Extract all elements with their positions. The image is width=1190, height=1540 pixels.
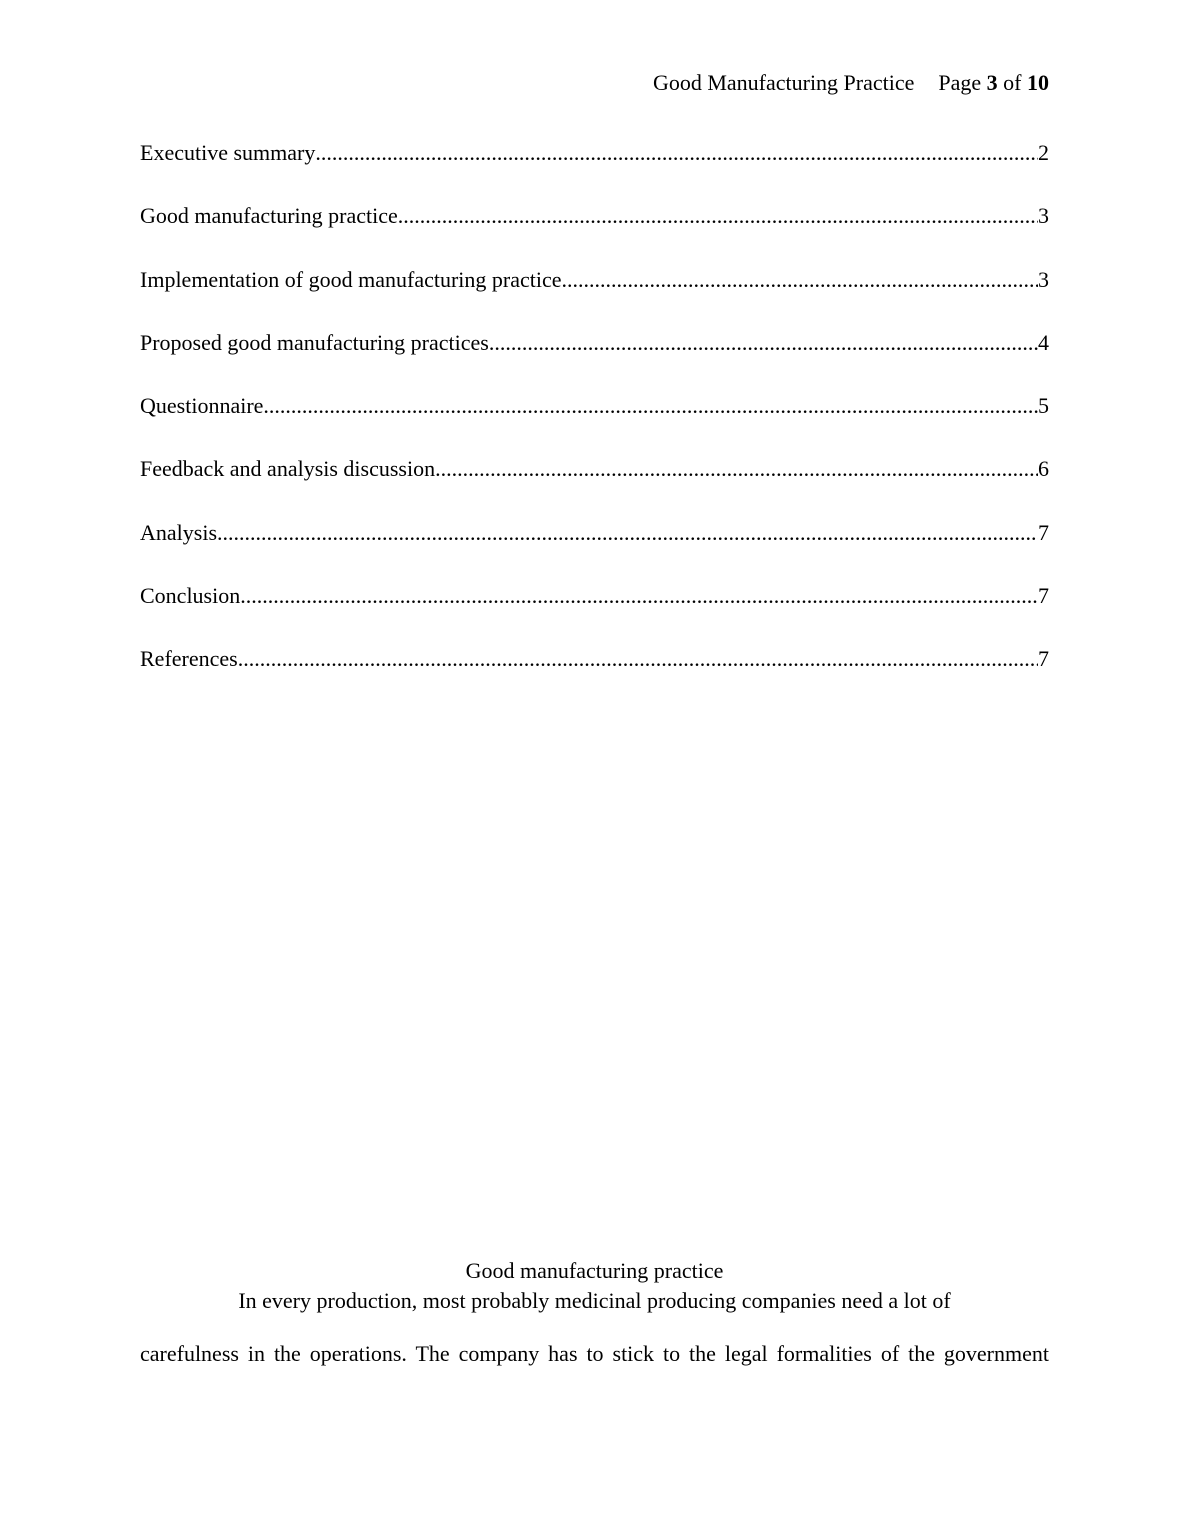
toc-entry-page: 6 xyxy=(1038,456,1049,482)
toc-entry-page: 7 xyxy=(1038,646,1049,672)
toc-entry-title[interactable]: Analysis xyxy=(140,519,217,545)
current-page-number: 3 xyxy=(986,70,998,95)
toc-entry[interactable] xyxy=(140,454,1049,517)
toc-entry-title[interactable]: References xyxy=(140,646,238,672)
toc-entry-title[interactable]: Good manufacturing practice xyxy=(140,203,398,229)
toc-entry-title[interactable]: Implementation of good manufacturing practice xyxy=(140,266,562,292)
toc-dot-leader xyxy=(398,201,1038,231)
toc-entry[interactable] xyxy=(140,201,1049,264)
toc-dot-leader xyxy=(240,581,1038,611)
toc-entry-page: 7 xyxy=(1038,519,1049,545)
toc-entry-title[interactable]: Proposed good manufacturing practices xyxy=(140,329,489,355)
table-of-contents xyxy=(140,138,1049,708)
paragraph-line: carefulness in the operations. The company has to stick to the legal formalities of the government xyxy=(140,1341,1049,1366)
page-label: Page xyxy=(938,70,982,95)
section-heading: Good manufacturing practice xyxy=(465,1258,724,1283)
toc-entry-page: 7 xyxy=(1038,583,1049,609)
toc-entry[interactable] xyxy=(140,581,1049,644)
toc-dot-leader xyxy=(217,518,1038,548)
page-header xyxy=(653,68,1049,98)
toc-entry-title[interactable]: Conclusion xyxy=(140,583,241,609)
toc-dot-leader xyxy=(315,138,1038,168)
toc-entry[interactable] xyxy=(140,518,1049,581)
toc-entry-title[interactable]: Questionnaire xyxy=(140,393,264,419)
toc-entry-title[interactable]: Executive summary xyxy=(140,140,316,165)
toc-entry-title[interactable]: Feedback and analysis discussion xyxy=(140,456,436,482)
toc-entry-page: 4 xyxy=(1038,329,1049,355)
toc-dot-leader xyxy=(238,644,1038,674)
toc-dot-leader xyxy=(263,391,1038,421)
toc-entry[interactable] xyxy=(140,328,1049,391)
toc-entry[interactable] xyxy=(140,391,1049,454)
toc-entry-page: 2 xyxy=(1038,140,1049,165)
toc-entry-page: 3 xyxy=(1038,266,1049,292)
toc-entry-page: 3 xyxy=(1038,203,1049,229)
toc-entry[interactable] xyxy=(140,138,1049,201)
total-pages: 10 xyxy=(1027,70,1049,95)
toc-dot-leader xyxy=(489,328,1038,358)
running-title: Good Manufacturing Practice xyxy=(652,70,915,95)
toc-dot-leader xyxy=(435,454,1038,484)
toc-dot-leader xyxy=(562,265,1038,295)
of-label: of xyxy=(1003,70,1022,95)
toc-entry-page: 5 xyxy=(1038,393,1049,419)
section-good-manufacturing-practice xyxy=(140,1256,1049,1369)
toc-entry[interactable] xyxy=(140,265,1049,328)
paragraph-line: In every production, most probably medicinal producing companies need a lot of xyxy=(238,1288,951,1313)
toc-entry[interactable] xyxy=(140,644,1049,707)
